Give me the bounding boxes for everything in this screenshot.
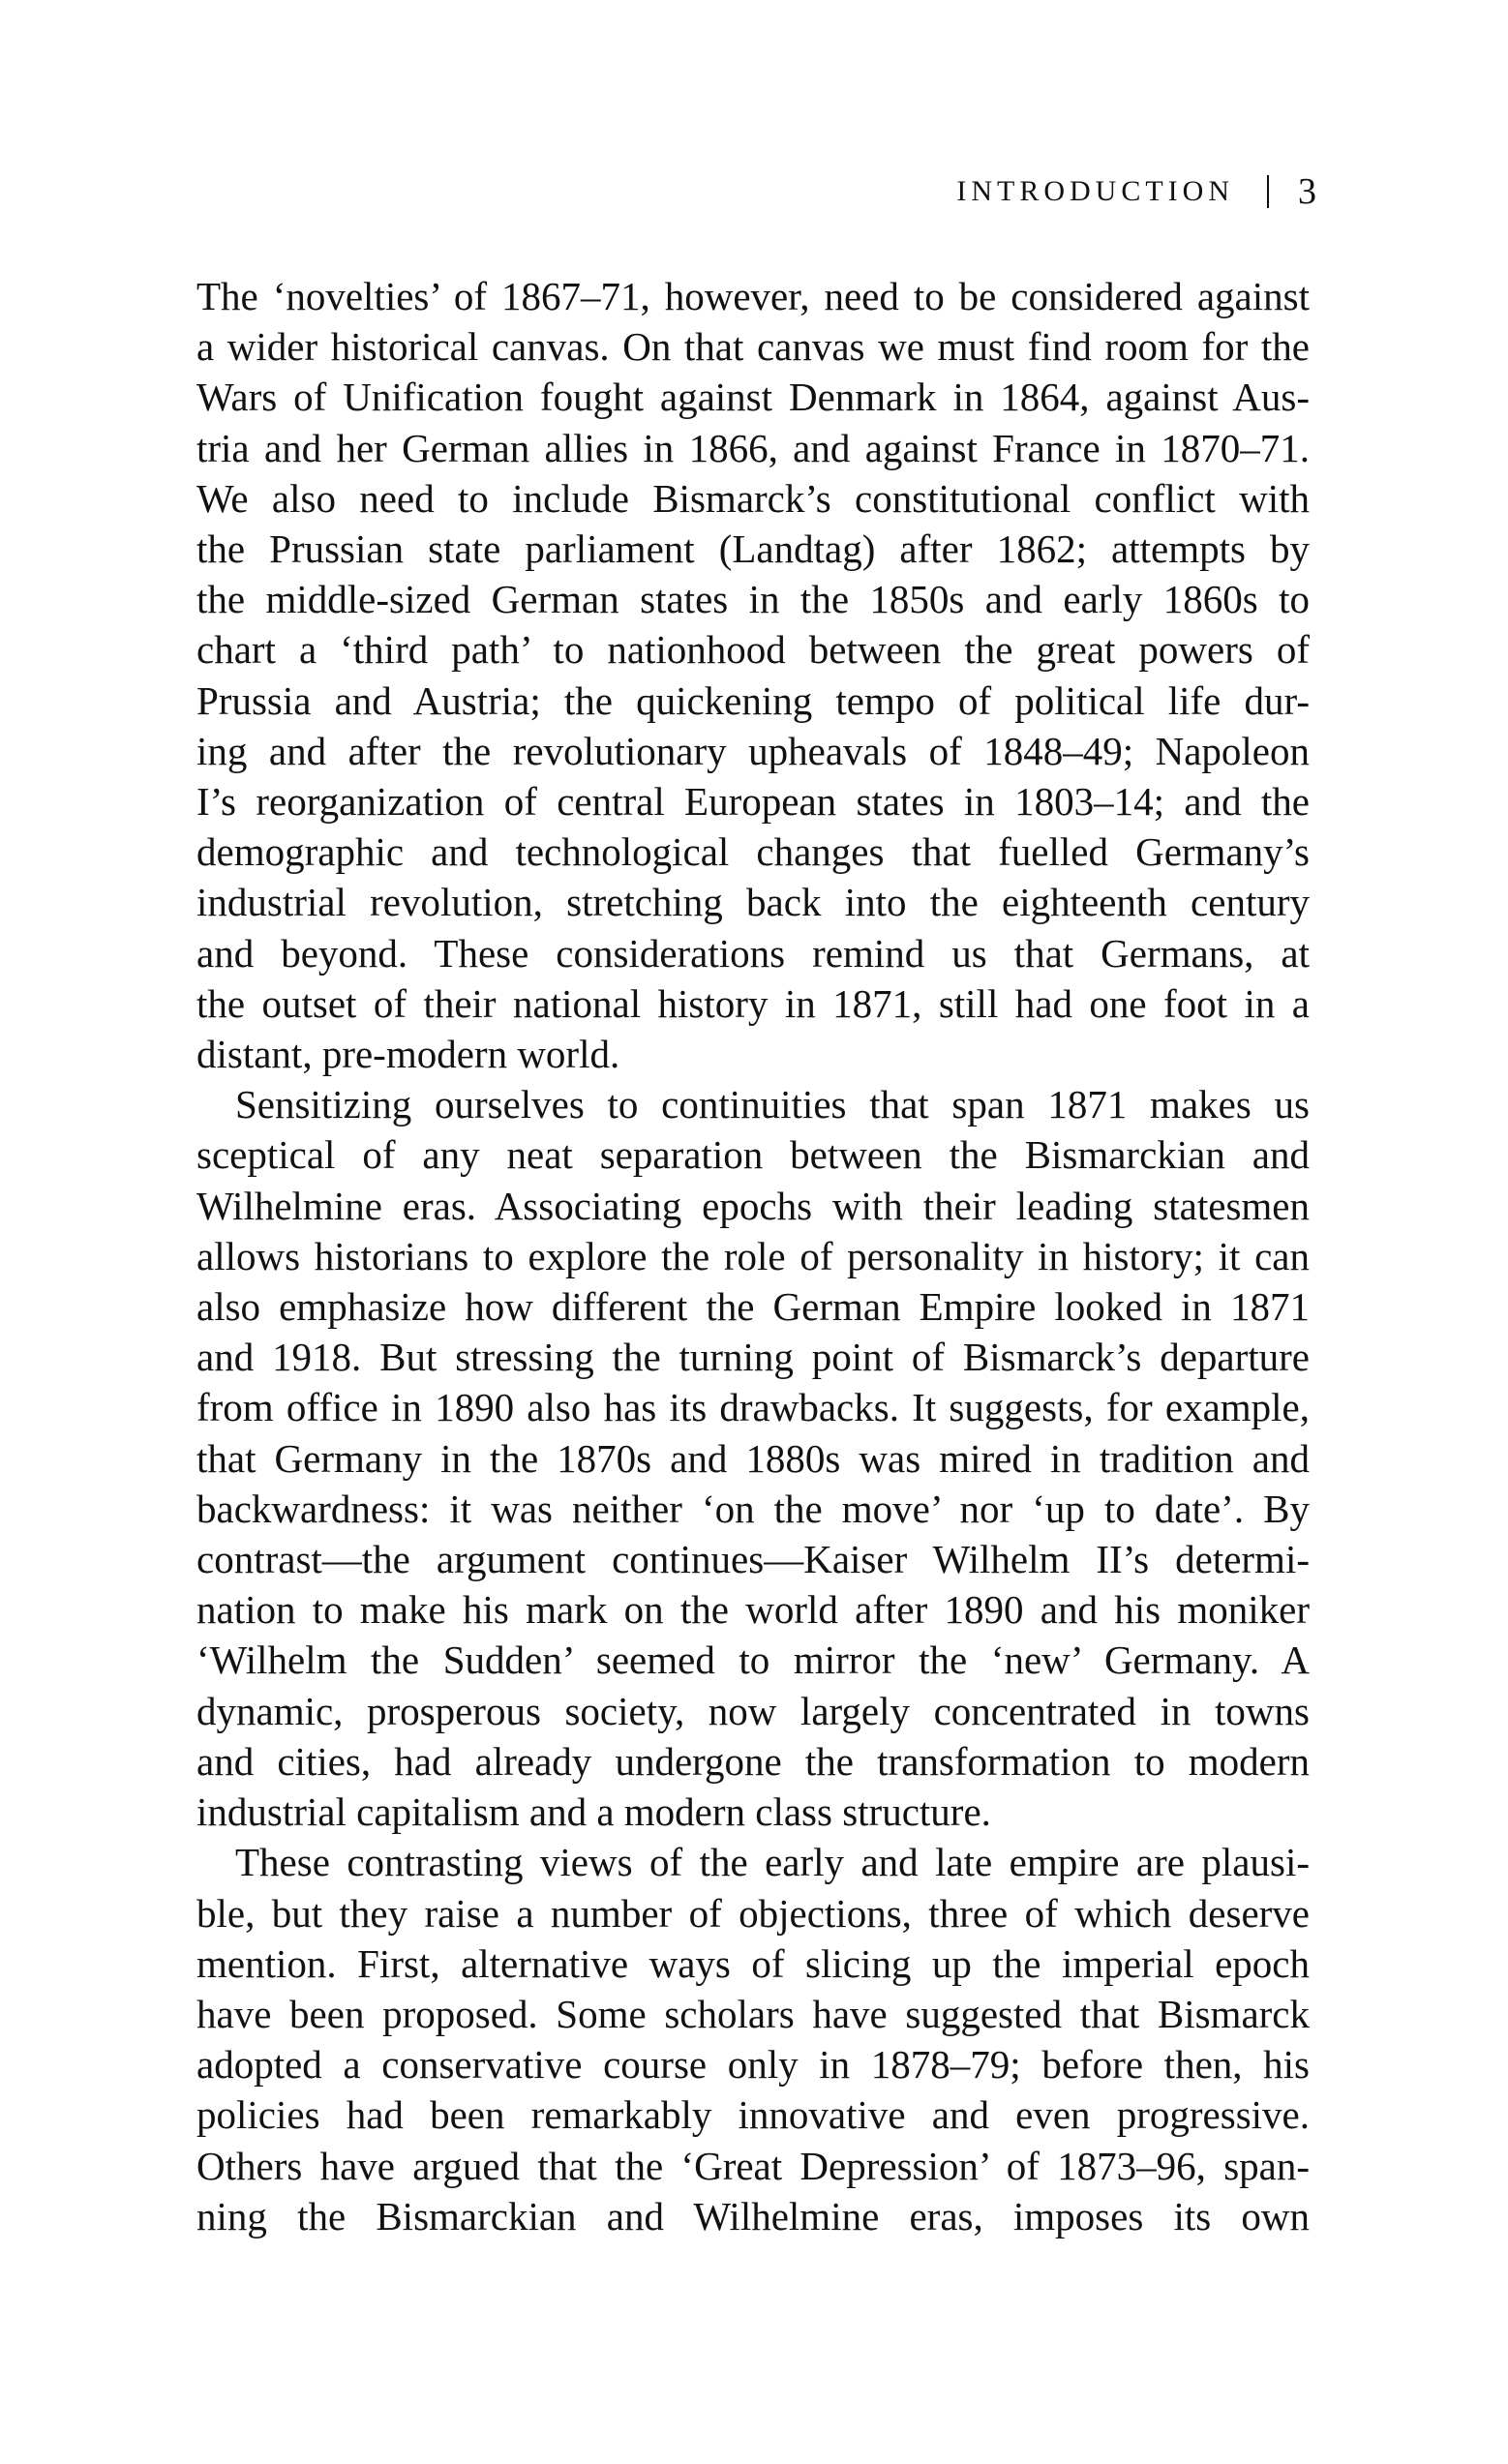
text-line: sceptical of any neat separation between the Bismarckian and [196, 1132, 1310, 1178]
paragraph-2 [196, 1079, 1310, 1837]
text-line: These contrasting views of the early and late empire are plausi- [235, 1840, 1310, 1885]
text-line: adopted a conservative course only in 1878–79; before then, his [196, 2042, 1310, 2088]
text-line: The ‘novelties’ of 1867–71, however, need to be considered against [196, 274, 1310, 318]
running-head-divider [1267, 175, 1269, 208]
text-line: Wilhelmine eras. Associating epochs with their leading statesmen [196, 1183, 1310, 1228]
text-line: contrast—the argument continues—Kaiser Wilhelm II’s determi- [196, 1537, 1310, 1582]
running-head-section: INTRODUCTION [956, 175, 1234, 207]
text-line: We also need to include Bismarck’s constitutional conflict with [196, 475, 1310, 521]
text-line: ing and after the revolutionary upheavals of 1848–49; Napoleon [196, 728, 1310, 773]
text-line: dynamic, prosperous society, now largely concentrated in towns [196, 1688, 1310, 1733]
text-line: a wider historical canvas. On that canvas we must find room for the [196, 324, 1310, 370]
text-line: the middle-sized German states in the 1850s and early 1860s to [196, 577, 1310, 622]
text-line: have been proposed. Some scholars have suggested that Bismarck [196, 1991, 1310, 2036]
text-line: tria and her German allies in 1866, and against France in 1870–71. [196, 425, 1310, 470]
paragraph-3 [196, 1837, 1310, 2241]
text-line: industrial revolution, stretching back into the eighteenth century [196, 880, 1310, 925]
text-line: Others have argued that the ‘Great Depression’ of 1873–96, span- [196, 2143, 1310, 2188]
text-line: allows historians to explore the role of personality in history; it can [196, 1233, 1310, 1278]
text-line: mention. First, alternative ways of slicing up the imperial epoch [196, 1940, 1310, 1986]
page-number: 3 [1298, 171, 1316, 212]
text-line: policies had been remarkably innovative and even progressive. [196, 2092, 1310, 2138]
text-line: from office in 1890 also has its drawbacks. It suggests, for example, [196, 1385, 1310, 1430]
text-line: Wars of Unification fought against Denmark in 1864, against Aus- [196, 375, 1310, 420]
text-line: I’s reorganization of central European states in 1803–14; and the [196, 779, 1310, 825]
text-line: that Germany in the 1870s and 1880s was mired in tradition and [196, 1435, 1310, 1481]
text-line: distant, pre-modern world. [196, 1032, 620, 1077]
text-line: Sensitizing ourselves to continuities that span 1871 makes us [235, 1082, 1310, 1127]
running-head [956, 172, 1316, 211]
text-line: industrial capitalism and a modern class structure. [196, 1789, 991, 1835]
text-line: nation to make his mark on the world after 1890 and his moniker [196, 1587, 1310, 1633]
text-line: Prussia and Austria; the quickening tempo of political life dur- [196, 677, 1310, 723]
paragraph-1 [196, 271, 1310, 1079]
text-line: ‘Wilhelm the Sudden’ seemed to mirror the ‘new’ Germany. A [196, 1638, 1310, 1683]
text-line: also emphasize how different the German Empire looked in 1871 [196, 1284, 1310, 1330]
text-line: and 1918. But stressing the turning point of Bismarck’s departure [196, 1335, 1310, 1380]
text-line: and beyond. These considerations remind us that Germans, at [196, 930, 1310, 976]
text-line: the Prussian state parliament (Landtag) after 1862; attempts by [196, 526, 1310, 572]
text-line: ble, but they raise a number of objections, three of which deserve [196, 1890, 1310, 1936]
text-line: ning the Bismarckian and Wilhelmine eras, imposes its own [196, 2193, 1310, 2239]
text-line: demographic and technological changes that fuelled Germany’s [196, 829, 1310, 875]
body-text [196, 271, 1310, 2241]
text-line: the outset of their national history in 1871, still had one foot in a [196, 980, 1310, 1026]
text-line: backwardness: it was neither ‘on the move’ nor ‘up to date’. By [196, 1486, 1310, 1531]
text-line: chart a ‘third path’ to nationhood between the great powers of [196, 627, 1310, 673]
text-line: and cities, had already undergone the transformation to modern [196, 1738, 1310, 1784]
